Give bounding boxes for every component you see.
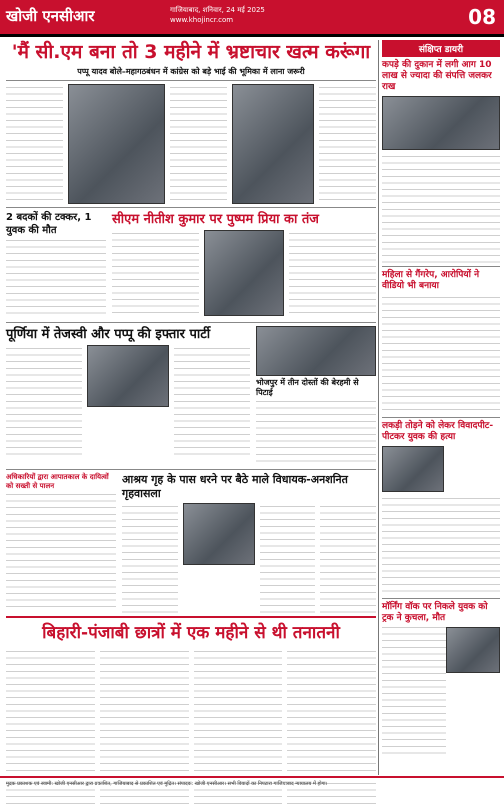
- masthead-meta: [170, 5, 265, 25]
- story-5: [256, 326, 376, 466]
- story-5-photo: [256, 326, 376, 376]
- row-3: [6, 326, 376, 466]
- divider: [382, 598, 500, 599]
- sidebar-story-4-photo: [446, 627, 500, 673]
- lead-photo: [68, 84, 165, 204]
- story-3-text-col-1: [112, 230, 199, 316]
- divider: [6, 322, 376, 323]
- story-2-text: [6, 237, 106, 317]
- story-7-headline: आश्रय गृह के पास धरने पर बैठे माले विधायक-अनशनित गृहवासला: [122, 473, 348, 500]
- column-separator: [378, 40, 379, 775]
- sidebar-story-1-text: [382, 153, 500, 263]
- story-6-headline: अधिकारियों द्वारा आपातकाल के दायित्वों को सख्ती से पालन: [6, 473, 109, 490]
- bottom-headline: बिहारी-पंजाबी छात्रों में एक महीने से थी तनातनी: [42, 623, 340, 643]
- story-4: [6, 326, 250, 466]
- lead-headline: 'मैं सी.एम बना तो 3 महीने में भ्रष्टाचार खत्म करूंगा: [11, 41, 371, 63]
- divider: [382, 417, 500, 418]
- story-6-text: [6, 491, 116, 609]
- masthead: [0, 0, 504, 34]
- story-7-text-col-2: [260, 503, 316, 613]
- story-3-headline: सीएम नीतीश कुमार पर पुष्पम प्रिया का तंज: [112, 212, 319, 227]
- story-7-photo: [183, 503, 255, 565]
- lead-deck: पप्पू यादव बोले–महागठबंधन में कांग्रेस को बड़े भाई की भूमिका में लाना जरूरी: [77, 67, 305, 76]
- divider: [6, 469, 376, 470]
- story-7: [122, 473, 376, 613]
- sidebar-story-1-headline: कपड़े की दुकान में लगी आग 10 लाख से ज्यादा की संपत्ति जलकर राख: [382, 60, 492, 92]
- page-number: 08: [468, 5, 496, 29]
- sidebar-section-title: संक्षिप्त डायरी: [382, 40, 500, 57]
- row-2: [6, 211, 376, 319]
- story-7-text-col-3: [320, 503, 376, 613]
- story-3: [112, 211, 376, 319]
- row-4: [6, 473, 376, 613]
- sidebar-story-1-photo: [382, 96, 500, 150]
- sidebar-story-2-text: [382, 294, 500, 414]
- story-4-text-col-1: [6, 345, 82, 460]
- story-3-body: [112, 230, 376, 316]
- divider: [382, 266, 500, 267]
- story-4-text-col-2: [174, 345, 250, 460]
- lead-photo-2: [232, 84, 314, 204]
- divider: [6, 616, 376, 618]
- story-4-headline: पूर्णिया में तेजस्वी और पप्पू की इफ्तार पार्टी: [6, 327, 211, 342]
- sidebar-story-2-headline: महिला से गैंगरेप, आरोपियों ने वीडियो भी बनाया: [382, 270, 480, 291]
- story-4-body: [6, 345, 250, 460]
- story-7-text-col-1: [122, 503, 178, 613]
- lead-text-col-2: [170, 84, 227, 204]
- sidebar: [382, 40, 500, 754]
- story-7-body: [122, 503, 376, 613]
- sidebar-story-4-text: [382, 624, 446, 754]
- story-5-text: [256, 398, 376, 464]
- sidebar-story-4-headline: मॉर्निंग वॉक पर निकले युवक को ट्रक ने कुचला, मौत: [382, 602, 488, 623]
- lead-body: [6, 84, 376, 204]
- sidebar-story-3-text: [382, 495, 500, 595]
- main-column: [6, 40, 376, 808]
- divider: [6, 207, 376, 208]
- divider: [6, 80, 376, 81]
- story-5-headline: भोजपुर में तीन दोस्तों की बेरहमी से पिटाई: [256, 378, 359, 397]
- story-2: [6, 211, 106, 319]
- footer-imprint: मुद्रक प्रकाशक एवं स्वामी: खोजी एनसीआर द्वारा प्रकाशित, गाजियाबाद से प्रकाशित एवं मुद्रित। संपादक: खोजी एनसीआर। सभी विवादों का निपटारा गाजियाबाद न्यायालय में होगा।: [0, 776, 504, 800]
- lead-text-col-3: [319, 84, 376, 204]
- lead-text-col-1: [6, 84, 63, 204]
- story-3-text-col-2: [289, 230, 376, 316]
- website-line: www.khojincr.com: [170, 16, 234, 24]
- story-4-photo: [87, 345, 169, 407]
- story-3-photo: [204, 230, 284, 316]
- brand-name: खोजी एनसीआर: [6, 7, 95, 25]
- masthead-rule: [0, 34, 504, 37]
- date-line: गाजियाबाद, शनिवार, 24 मई 2025: [170, 6, 265, 14]
- story-2-headline: 2 बदकों की टक्कर, 1 युवक की मौत: [6, 212, 92, 236]
- story-6: [6, 473, 116, 613]
- sidebar-story-3-headline: लकड़ी तोड़ने को लेकर विवादपीट-पीटकर युवक की हत्या: [382, 421, 494, 442]
- sidebar-story-3-photo: [382, 446, 444, 492]
